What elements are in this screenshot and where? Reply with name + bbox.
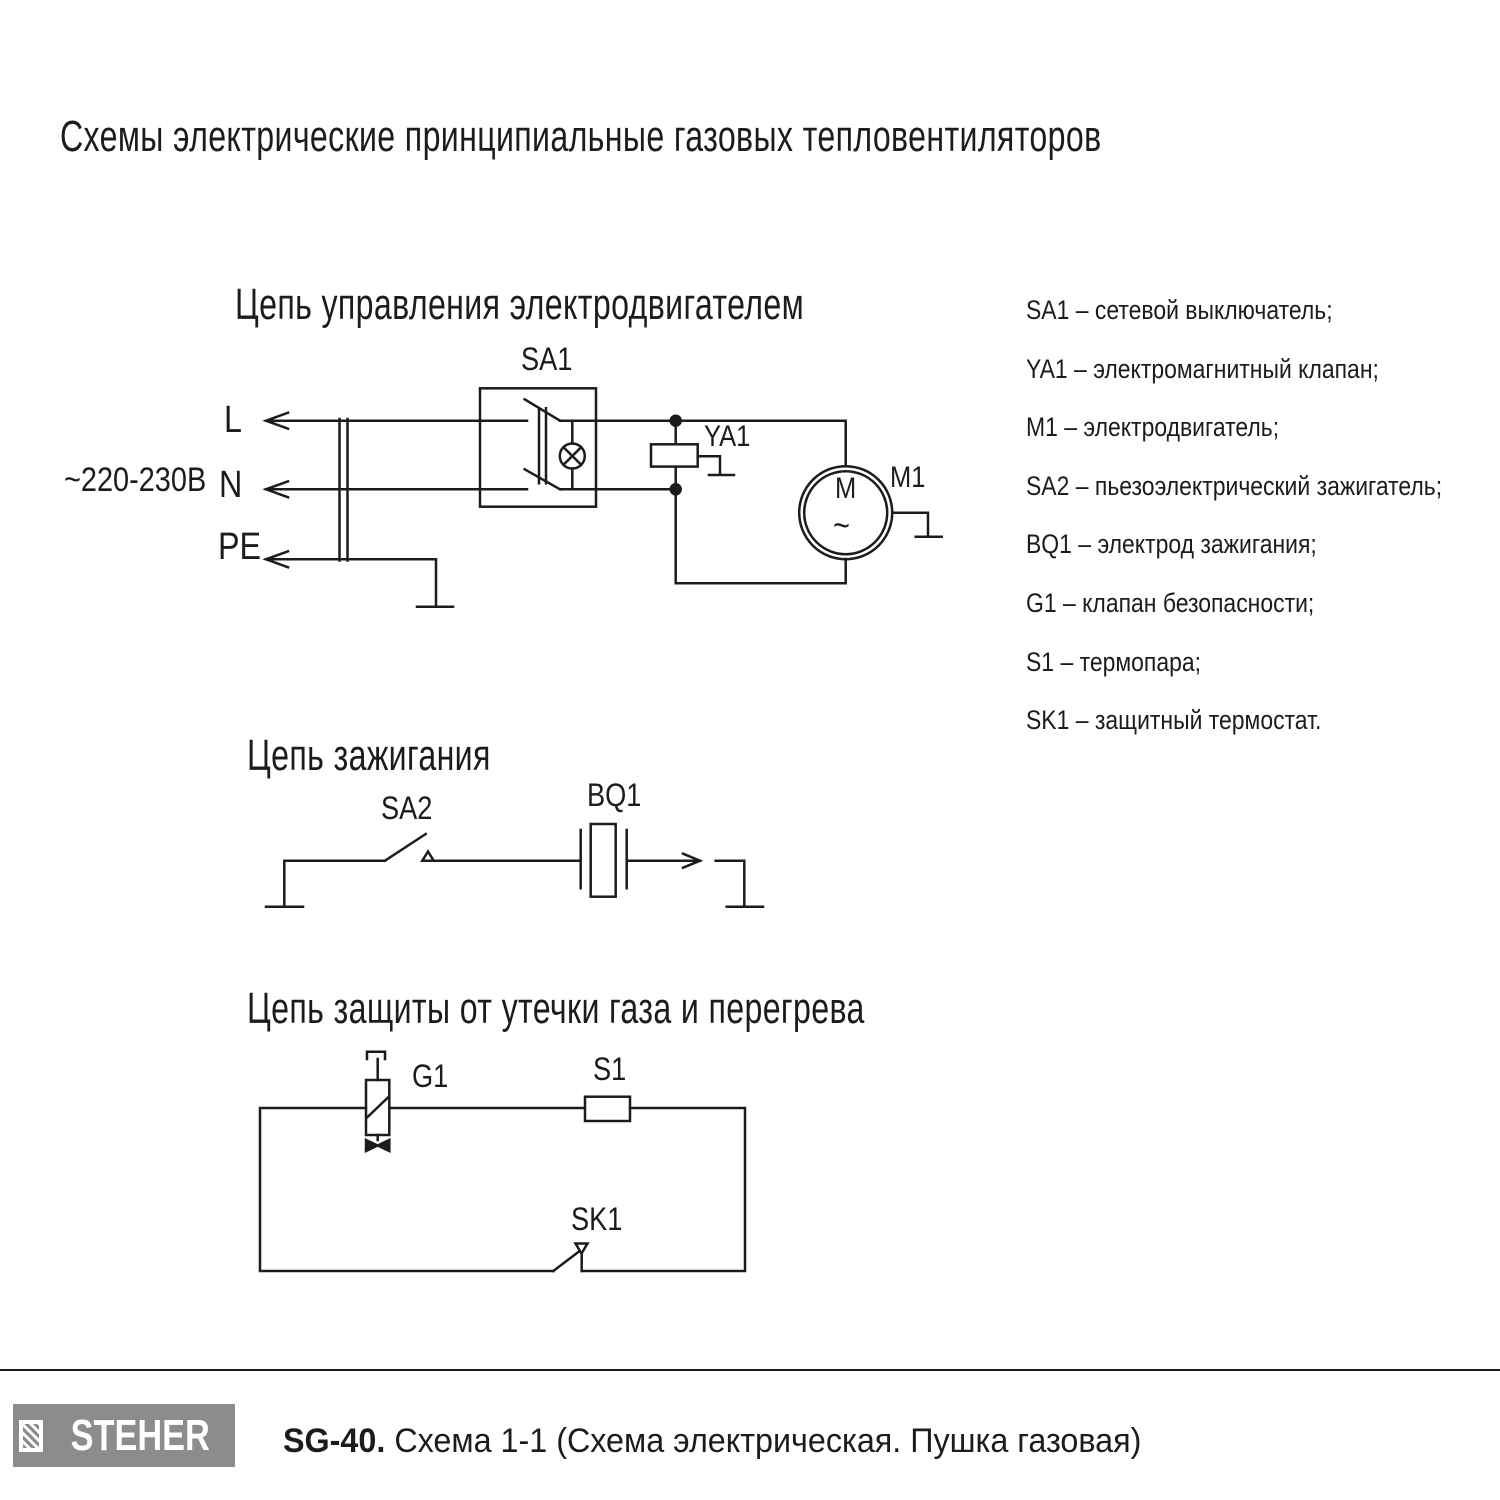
legend-item-sk1: SK1 – защитный термостат. — [1026, 705, 1322, 736]
terminal-n-label: N — [219, 464, 243, 506]
protection-circuit-drawing — [260, 1052, 745, 1271]
g1-bowtie-icon — [378, 1140, 390, 1151]
arrow-right-icon — [629, 854, 700, 868]
legend-item-ya1: YA1 – электромагнитный клапан; — [1026, 353, 1379, 384]
legend-item-bq1: BQ1 – электрод зажигания; — [1026, 529, 1317, 560]
footer-divider — [0, 1369, 1500, 1371]
motor-letter: M — [835, 472, 857, 505]
footer-model: SG-40. — [283, 1422, 386, 1460]
footer-scheme-title: Схема 1-1 (Схема электрическая. Пушка газовая) — [394, 1422, 1142, 1460]
voltage-label: ~220-230В — [64, 461, 207, 499]
terminal-l-label: L — [224, 399, 242, 441]
sk1-thermostat-symbol — [553, 1252, 581, 1272]
ignition-ground-icon — [716, 861, 763, 907]
ya1-wiring — [676, 421, 846, 584]
s1-thermocouple-symbol — [585, 1097, 630, 1121]
ya1-ground-icon — [698, 456, 734, 475]
legend-item-sa1: SA1 – сетевой выключатель; — [1026, 295, 1333, 325]
ya1-coil-symbol — [651, 444, 698, 466]
sa2-switch-symbol — [266, 834, 581, 907]
indicator-lamp-wiring — [564, 421, 582, 490]
brand-hatch-icon — [19, 1420, 43, 1452]
sa1-label: SA1 — [521, 341, 573, 377]
protection-loop-wire — [260, 1108, 745, 1271]
pe-wire-ground-icon — [266, 559, 453, 606]
m1-label: M1 — [890, 461, 926, 494]
sa2-label: SA2 — [381, 790, 433, 826]
g1-valve-details — [367, 1052, 390, 1140]
g1-label: G1 — [412, 1058, 449, 1094]
motor-symbol-inner — [804, 471, 887, 554]
legend-item-m1: M1 – электродвигатель; — [1026, 412, 1280, 443]
brand-name: STEHER — [70, 1410, 210, 1460]
l-bus-wire — [560, 421, 846, 466]
sa2-contact-icon — [422, 852, 433, 861]
brand-logo — [13, 1404, 235, 1467]
section-title-protection: Цепь защиты от утечки газа и перегрева — [247, 984, 865, 1033]
sa1-switch-symbol — [525, 399, 560, 489]
motor-control-circuit-drawing — [266, 388, 942, 606]
motor-symbol — [799, 466, 892, 559]
m1-ground-icon — [892, 513, 942, 537]
bq1-label: BQ1 — [587, 777, 642, 813]
bq1-electrode-plates — [581, 830, 627, 888]
ya1-label: YA1 — [704, 420, 751, 453]
terminal-pe-label: PE — [218, 526, 262, 568]
s1-label: S1 — [593, 1051, 627, 1087]
page-title: Схемы электрические принципиальные газовых тепловентиляторов — [60, 112, 1102, 161]
legend-item-s1: S1 – термопара; — [1026, 646, 1202, 677]
motor-ac-sign: ~ — [833, 507, 850, 545]
legend-item-sa2: SA2 – пьезоэлектрический зажигатель; — [1026, 470, 1443, 501]
section-title-motor-control: Цепь управления электродвигателем — [235, 280, 805, 329]
bq1-electrode-symbol — [591, 824, 616, 897]
ignition-circuit-drawing — [266, 824, 763, 907]
footer-caption — [283, 1422, 1141, 1461]
section-title-ignition: Цепь зажигания — [247, 731, 491, 780]
sk1-label: SK1 — [571, 1201, 623, 1237]
legend-item-g1: G1 – клапан безопасности; — [1026, 587, 1315, 618]
